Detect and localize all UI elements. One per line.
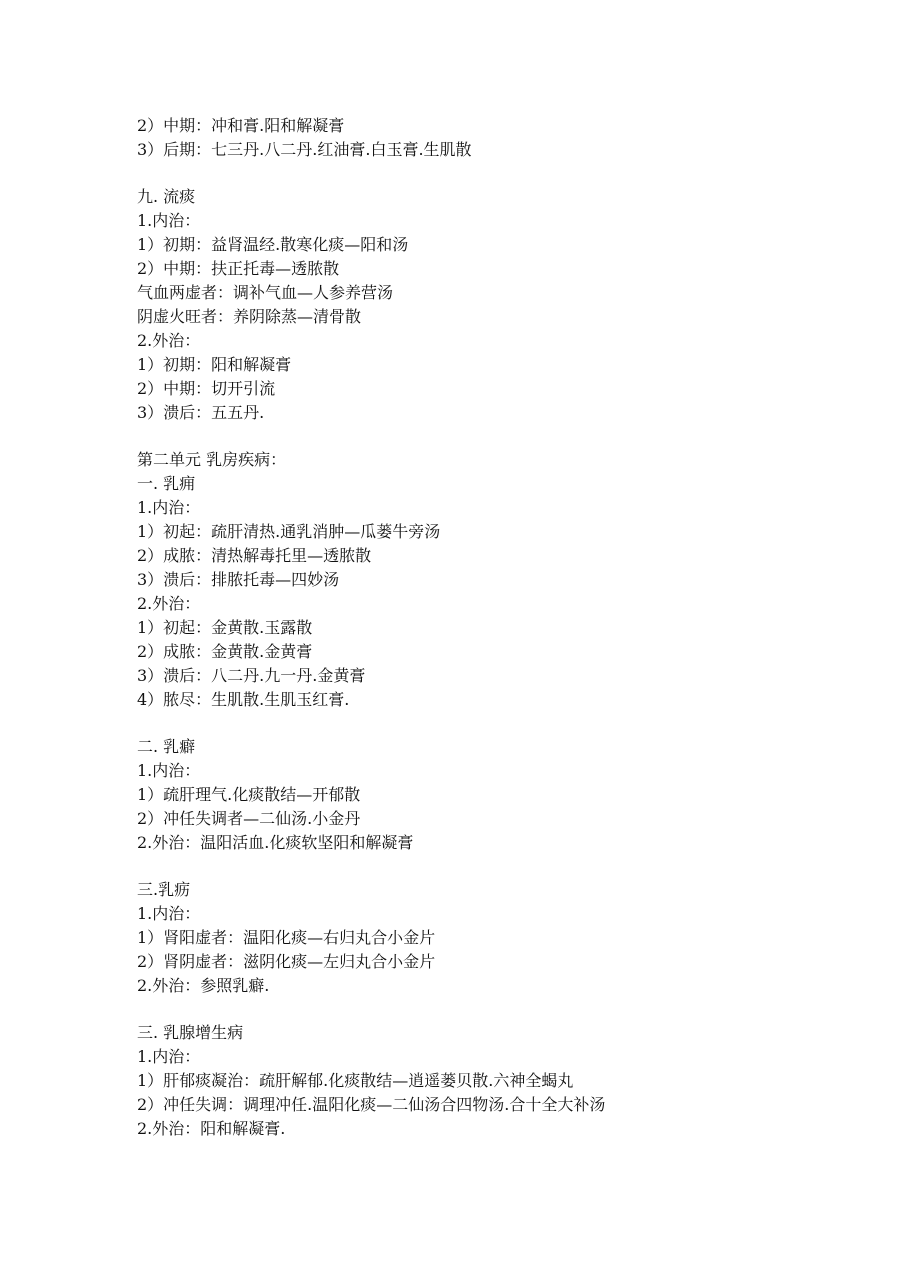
section-heading: 九. 流痰 (137, 187, 196, 206)
text-line: 2）成脓：清热解毒托里—透脓散 (137, 546, 372, 565)
text-line: 3）溃后：五五丹. (137, 403, 265, 422)
text-line: 1）初起：疏肝清热.通乳消肿—瓜蒌牛旁汤 (137, 522, 441, 541)
text-line: 1）初期：阳和解凝膏 (137, 355, 292, 374)
text-line: 2）冲任失调：调理冲任.温阳化痰—二仙汤合四物汤.合十全大补汤 (137, 1095, 606, 1114)
text-line: 1.内治： (137, 211, 201, 230)
text-line: 2.外治：参照乳癖. (137, 976, 270, 995)
text-line: 2）肾阴虚者：滋阴化痰—左归丸合小金片 (137, 952, 436, 971)
section-heading: 三.乳疬 (137, 880, 191, 899)
paragraph-gap (137, 162, 857, 185)
text-line: 2.外治： (137, 331, 201, 350)
text-line: 1.内治： (137, 498, 201, 517)
paragraph-gap (137, 712, 857, 735)
text-line: 2）成脓：金黄散.金黄膏 (137, 642, 313, 661)
paragraph-gap (137, 998, 857, 1021)
text-line: 2）中期：冲和膏.阳和解凝膏 (137, 116, 345, 135)
text-line: 4）脓尽：生肌散.生肌玉红膏. (137, 690, 350, 709)
section-heading: 一. 乳痈 (137, 474, 196, 493)
text-line: 3）后期：七三丹.八二丹.红油膏.白玉膏.生肌散 (137, 140, 472, 159)
text-line: 3）溃后：排脓托毒—四妙汤 (137, 570, 340, 589)
text-line: 2.外治：温阳活血.化痰软坚阳和解凝膏 (137, 833, 414, 852)
text-line: 1）初期：益肾温经.散寒化痰—阳和汤 (137, 235, 409, 254)
section-heading: 二. 乳癖 (137, 737, 196, 756)
text-line: 阴虚火旺者：养阴除蒸—清骨散 (137, 307, 362, 326)
text-line: 1.内治： (137, 1047, 201, 1066)
unit-heading: 第二单元 乳房疾病： (137, 450, 287, 469)
text-line: 气血两虚者：调补气血—人参养营汤 (137, 283, 394, 302)
text-line: 2）中期：扶正托毒—透脓散 (137, 259, 340, 278)
paragraph-gap (137, 425, 857, 448)
text-line: 1）肾阳虚者：温阳化痰—右归丸合小金片 (137, 928, 436, 947)
text-line: 1）疏肝理气.化痰散结—开郁散 (137, 785, 361, 804)
text-line: 1.内治： (137, 904, 201, 923)
text-line: 2）中期：切开引流 (137, 379, 276, 398)
document-body (137, 114, 857, 1141)
text-line: 2）冲任失调者—二仙汤.小金丹 (137, 809, 361, 828)
section-heading: 三. 乳腺增生病 (137, 1023, 244, 1042)
text-line: 3）溃后：八二丹.九一丹.金黄膏 (137, 666, 366, 685)
paragraph-gap (137, 855, 857, 878)
text-line: 1）肝郁痰凝治：疏肝解郁.化痰散结—逍遥蒌贝散.六神全蝎丸 (137, 1071, 574, 1090)
text-line: 1.内治： (137, 761, 201, 780)
text-line: 1）初起：金黄散.玉露散 (137, 618, 313, 637)
text-line: 2.外治：阳和解凝膏. (137, 1119, 286, 1138)
text-line: 2.外治： (137, 594, 201, 613)
